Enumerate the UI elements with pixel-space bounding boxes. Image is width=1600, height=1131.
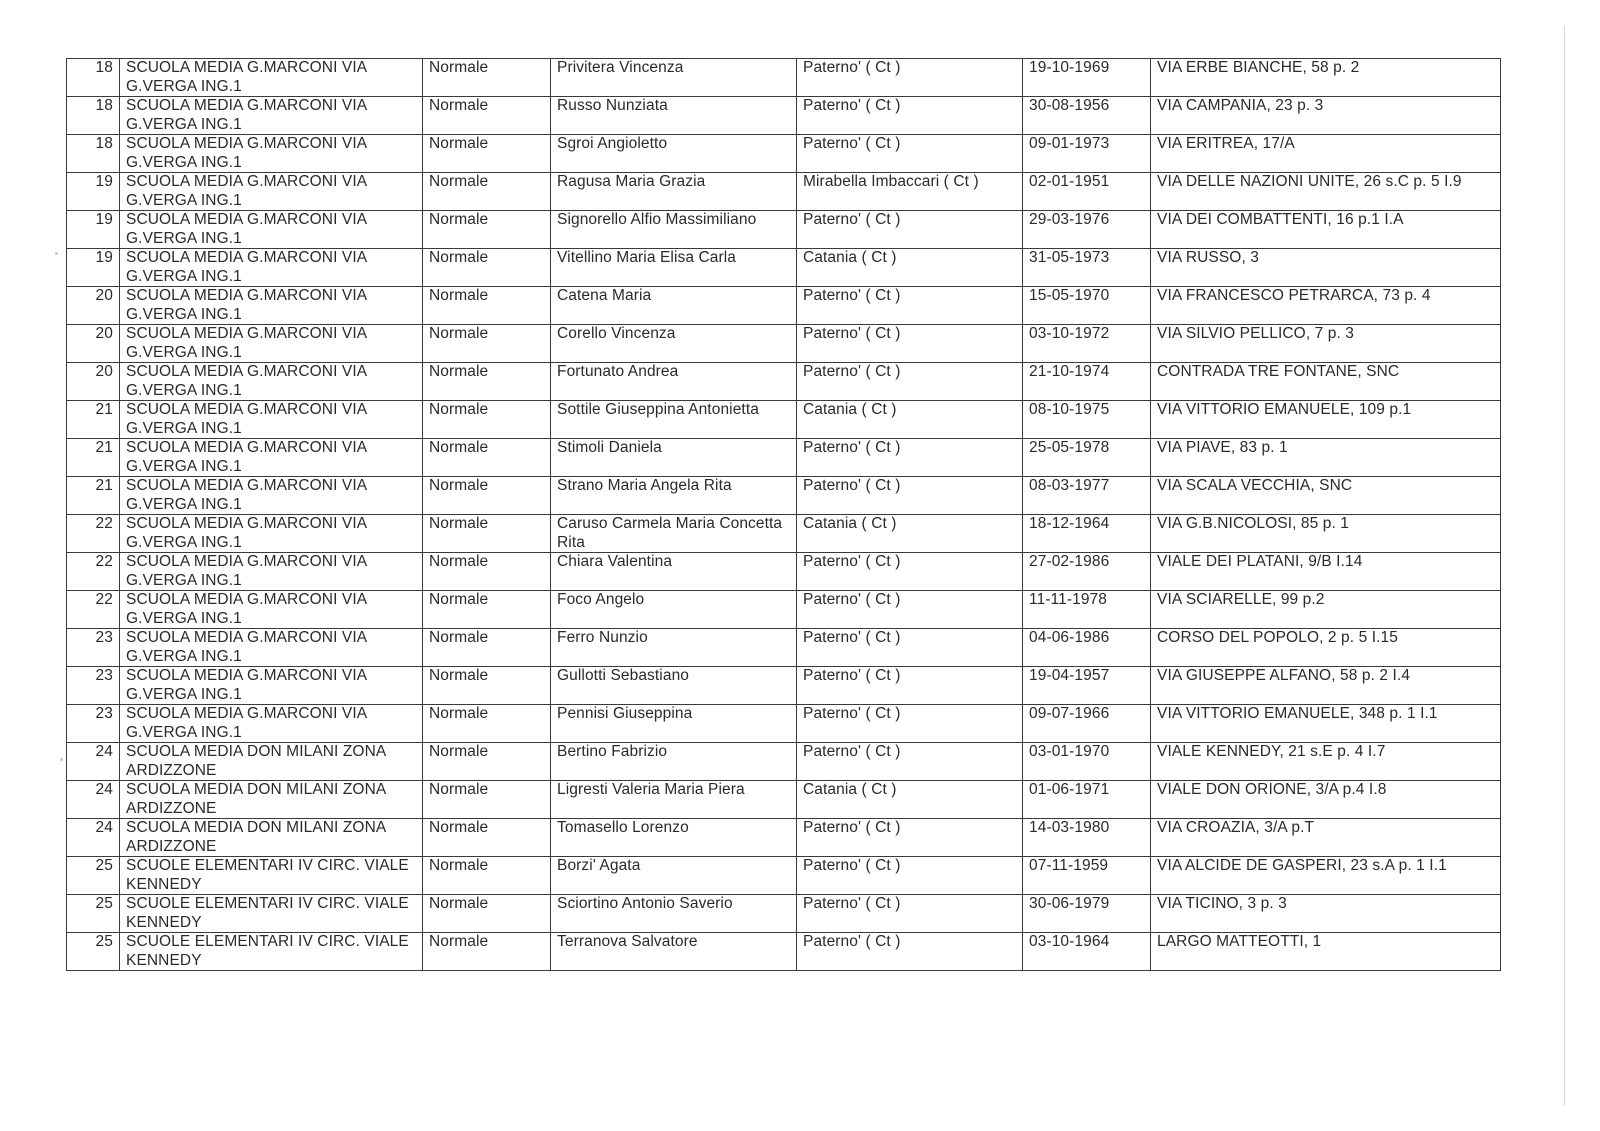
birthdate: 08-10-1975 <box>1023 401 1151 439</box>
birthdate: 15-05-1970 <box>1023 287 1151 325</box>
school-cell <box>120 363 423 401</box>
school-name-line1: SCUOLA MEDIA G.MARCONI VIA <box>126 135 368 152</box>
birthplace: Paterno' ( Ct ) <box>797 933 1023 971</box>
address: VIALE KENNEDY, 21 s.E p. 4 I.7 <box>1151 743 1501 781</box>
address: VIA VITTORIO EMANUELE, 348 p. 1 I.1 <box>1151 705 1501 743</box>
address: CONTRADA TRE FONTANE, SNC <box>1151 363 1501 401</box>
school-name-line1: SCUOLA MEDIA DON MILANI ZONA <box>126 743 387 760</box>
row-number: 20 <box>67 325 120 363</box>
birthplace: Paterno' ( Ct ) <box>797 857 1023 895</box>
school-name-line2: G.VERGA ING.1 <box>126 495 242 513</box>
school-name-line2: G.VERGA ING.1 <box>126 533 242 551</box>
table-row <box>67 287 1501 325</box>
birthplace: Paterno' ( Ct ) <box>797 553 1023 591</box>
school-name-line1: SCUOLA MEDIA G.MARCONI VIA <box>126 477 368 494</box>
school-cell <box>120 325 423 363</box>
school-cell <box>120 249 423 287</box>
table-row <box>67 781 1501 819</box>
table-row <box>67 515 1501 553</box>
assignment-type: Normale <box>423 173 551 211</box>
address: VIA TICINO, 3 p. 3 <box>1151 895 1501 933</box>
birthplace: Mirabella Imbaccari ( Ct ) <box>797 173 1023 211</box>
person-name: Sciortino Antonio Saverio <box>551 895 797 933</box>
birthplace: Paterno' ( Ct ) <box>797 591 1023 629</box>
school-name-line2: G.VERGA ING.1 <box>126 77 242 95</box>
birthdate: 01-06-1971 <box>1023 781 1151 819</box>
birthplace: Paterno' ( Ct ) <box>797 629 1023 667</box>
school-name-line2: G.VERGA ING.1 <box>126 115 242 133</box>
birthplace: Paterno' ( Ct ) <box>797 97 1023 135</box>
school-name-line1: SCUOLA MEDIA G.MARCONI VIA <box>126 287 368 304</box>
school-cell <box>120 553 423 591</box>
row-number: 18 <box>67 59 120 97</box>
row-number: 21 <box>67 439 120 477</box>
row-number: 21 <box>67 477 120 515</box>
school-cell <box>120 705 423 743</box>
person-name: Signorello Alfio Massimiliano <box>551 211 797 249</box>
address: VIA ERITREA, 17/A <box>1151 135 1501 173</box>
school-name-line1: SCUOLA MEDIA G.MARCONI VIA <box>126 591 368 608</box>
school-cell <box>120 59 423 97</box>
person-name: Privitera Vincenza <box>551 59 797 97</box>
address: VIA SILVIO PELLICO, 7 p. 3 <box>1151 325 1501 363</box>
row-number: 19 <box>67 211 120 249</box>
school-cell <box>120 743 423 781</box>
birthplace: Paterno' ( Ct ) <box>797 667 1023 705</box>
school-cell <box>120 287 423 325</box>
table-row <box>67 135 1501 173</box>
school-name-line1: SCUOLE ELEMENTARI IV CIRC. VIALE <box>126 895 409 912</box>
birthplace: Catania ( Ct ) <box>797 781 1023 819</box>
row-number: 23 <box>67 705 120 743</box>
row-number: 24 <box>67 781 120 819</box>
table-row <box>67 857 1501 895</box>
school-name-line1: SCUOLA MEDIA G.MARCONI VIA <box>126 97 368 114</box>
person-name: Vitellino Maria Elisa Carla <box>551 249 797 287</box>
row-number: 19 <box>67 249 120 287</box>
birthdate: 09-07-1966 <box>1023 705 1151 743</box>
school-name-line1: SCUOLA MEDIA G.MARCONI VIA <box>126 553 368 570</box>
birthdate: 14-03-1980 <box>1023 819 1151 857</box>
birthplace: Paterno' ( Ct ) <box>797 287 1023 325</box>
row-number: 25 <box>67 895 120 933</box>
person-name: Chiara Valentina <box>551 553 797 591</box>
school-name-line1: SCUOLA MEDIA G.MARCONI VIA <box>126 439 368 456</box>
birthdate: 21-10-1974 <box>1023 363 1151 401</box>
school-name-line1: SCUOLA MEDIA G.MARCONI VIA <box>126 325 368 342</box>
school-name-line2: G.VERGA ING.1 <box>126 305 242 323</box>
assignment-type: Normale <box>423 135 551 173</box>
assignment-type: Normale <box>423 743 551 781</box>
birthplace: Paterno' ( Ct ) <box>797 59 1023 97</box>
assignment-type: Normale <box>423 705 551 743</box>
table-row <box>67 705 1501 743</box>
assignment-type: Normale <box>423 59 551 97</box>
birthplace: Catania ( Ct ) <box>797 249 1023 287</box>
school-name-line1: SCUOLA MEDIA G.MARCONI VIA <box>126 363 368 380</box>
school-name-line2: KENNEDY <box>126 913 202 931</box>
table-row <box>67 439 1501 477</box>
school-name-line2: G.VERGA ING.1 <box>126 571 242 589</box>
address: VIA SCIARELLE, 99 p.2 <box>1151 591 1501 629</box>
school-name-line1: SCUOLA MEDIA DON MILANI ZONA <box>126 781 387 798</box>
school-name-line2: G.VERGA ING.1 <box>126 267 242 285</box>
address: VIA ERBE BIANCHE, 58 p. 2 <box>1151 59 1501 97</box>
school-cell <box>120 135 423 173</box>
school-name-line1: SCUOLE ELEMENTARI IV CIRC. VIALE <box>126 857 409 874</box>
address: VIALE DON ORIONE, 3/A p.4 I.8 <box>1151 781 1501 819</box>
person-name: Borzi' Agata <box>551 857 797 895</box>
person-name: Pennisi Giuseppina <box>551 705 797 743</box>
school-cell <box>120 477 423 515</box>
page-edge <box>1564 26 1565 1106</box>
table-row <box>67 629 1501 667</box>
birthdate: 27-02-1986 <box>1023 553 1151 591</box>
address: CORSO DEL POPOLO, 2 p. 5 I.15 <box>1151 629 1501 667</box>
birthdate: 25-05-1978 <box>1023 439 1151 477</box>
assignment-type: Normale <box>423 591 551 629</box>
school-name-line2: G.VERGA ING.1 <box>126 229 242 247</box>
birthdate: 18-12-1964 <box>1023 515 1151 553</box>
school-name-line1: SCUOLA MEDIA G.MARCONI VIA <box>126 211 368 228</box>
school-name-line2: G.VERGA ING.1 <box>126 153 242 171</box>
scan-speck <box>55 252 58 255</box>
school-name-line1: SCUOLA MEDIA G.MARCONI VIA <box>126 667 368 684</box>
address: VIA FRANCESCO PETRARCA, 73 p. 4 <box>1151 287 1501 325</box>
birthdate: 19-04-1957 <box>1023 667 1151 705</box>
school-cell <box>120 667 423 705</box>
assignment-type: Normale <box>423 287 551 325</box>
school-cell <box>120 819 423 857</box>
assignment-type: Normale <box>423 97 551 135</box>
birthplace: Paterno' ( Ct ) <box>797 705 1023 743</box>
birthplace: Catania ( Ct ) <box>797 515 1023 553</box>
school-name-line2: KENNEDY <box>126 951 202 969</box>
assignment-type: Normale <box>423 553 551 591</box>
table-body <box>67 59 1501 971</box>
address: VIA VITTORIO EMANUELE, 109 p.1 <box>1151 401 1501 439</box>
table-row <box>67 211 1501 249</box>
address: VIA PIAVE, 83 p. 1 <box>1151 439 1501 477</box>
birthplace: Catania ( Ct ) <box>797 401 1023 439</box>
table-row <box>67 325 1501 363</box>
table-row <box>67 553 1501 591</box>
table-row <box>67 819 1501 857</box>
school-name-line1: SCUOLA MEDIA G.MARCONI VIA <box>126 401 368 418</box>
assignment-type: Normale <box>423 477 551 515</box>
assignment-type: Normale <box>423 819 551 857</box>
row-number: 23 <box>67 629 120 667</box>
row-number: 24 <box>67 743 120 781</box>
birthplace: Paterno' ( Ct ) <box>797 135 1023 173</box>
school-cell <box>120 781 423 819</box>
birthplace: Paterno' ( Ct ) <box>797 895 1023 933</box>
table-row <box>67 173 1501 211</box>
table-row <box>67 895 1501 933</box>
person-name: Tomasello Lorenzo <box>551 819 797 857</box>
scan-speck <box>60 758 63 761</box>
assignment-type: Normale <box>423 933 551 971</box>
school-cell <box>120 933 423 971</box>
school-name-line1: SCUOLA MEDIA G.MARCONI VIA <box>126 249 368 266</box>
school-name-line2: G.VERGA ING.1 <box>126 609 242 627</box>
row-number: 18 <box>67 135 120 173</box>
assignment-type: Normale <box>423 667 551 705</box>
assignment-type: Normale <box>423 895 551 933</box>
school-cell <box>120 857 423 895</box>
school-name-line1: SCUOLA MEDIA G.MARCONI VIA <box>126 705 368 722</box>
person-name: Sgroi Angioletto <box>551 135 797 173</box>
school-name-line2: G.VERGA ING.1 <box>126 723 242 741</box>
assignment-type: Normale <box>423 325 551 363</box>
school-name-line2: ARDIZZONE <box>126 799 217 817</box>
birthdate: 03-01-1970 <box>1023 743 1151 781</box>
table-row <box>67 59 1501 97</box>
person-name: Caruso Carmela Maria Concetta Rita <box>551 515 797 553</box>
birthplace: Paterno' ( Ct ) <box>797 363 1023 401</box>
birthplace: Paterno' ( Ct ) <box>797 819 1023 857</box>
birthplace: Paterno' ( Ct ) <box>797 439 1023 477</box>
assignment-type: Normale <box>423 629 551 667</box>
address: LARGO MATTEOTTI, 1 <box>1151 933 1501 971</box>
birthplace: Paterno' ( Ct ) <box>797 325 1023 363</box>
birthdate: 29-03-1976 <box>1023 211 1151 249</box>
row-number: 25 <box>67 857 120 895</box>
assignment-type: Normale <box>423 249 551 287</box>
school-cell <box>120 895 423 933</box>
person-name: Foco Angelo <box>551 591 797 629</box>
birthdate: 19-10-1969 <box>1023 59 1151 97</box>
table-row <box>67 933 1501 971</box>
school-name-line1: SCUOLA MEDIA G.MARCONI VIA <box>126 173 368 190</box>
person-name: Bertino Fabrizio <box>551 743 797 781</box>
address: VIA DEI COMBATTENTI, 16 p.1 I.A <box>1151 211 1501 249</box>
person-name: Catena Maria <box>551 287 797 325</box>
person-name: Sottile Giuseppina Antonietta <box>551 401 797 439</box>
birthdate: 30-08-1956 <box>1023 97 1151 135</box>
address: VIA G.B.NICOLOSI, 85 p. 1 <box>1151 515 1501 553</box>
school-cell <box>120 401 423 439</box>
birthplace: Paterno' ( Ct ) <box>797 477 1023 515</box>
row-number: 20 <box>67 287 120 325</box>
person-name: Stimoli Daniela <box>551 439 797 477</box>
person-name: Ligresti Valeria Maria Piera <box>551 781 797 819</box>
birthplace: Paterno' ( Ct ) <box>797 743 1023 781</box>
school-cell <box>120 97 423 135</box>
assignment-type: Normale <box>423 363 551 401</box>
birthdate: 09-01-1973 <box>1023 135 1151 173</box>
school-name-line2: G.VERGA ING.1 <box>126 191 242 209</box>
person-name: Ferro Nunzio <box>551 629 797 667</box>
school-name-line1: SCUOLA MEDIA G.MARCONI VIA <box>126 629 368 646</box>
person-name: Fortunato Andrea <box>551 363 797 401</box>
address: VIA CROAZIA, 3/A p.T <box>1151 819 1501 857</box>
row-number: 19 <box>67 173 120 211</box>
school-cell <box>120 439 423 477</box>
address: VIALE DEI PLATANI, 9/B I.14 <box>1151 553 1501 591</box>
birthdate: 31-05-1973 <box>1023 249 1151 287</box>
school-name-line1: SCUOLA MEDIA G.MARCONI VIA <box>126 515 368 532</box>
row-number: 21 <box>67 401 120 439</box>
school-name-line2: KENNEDY <box>126 875 202 893</box>
birthdate: 07-11-1959 <box>1023 857 1151 895</box>
birthdate: 08-03-1977 <box>1023 477 1151 515</box>
birthdate: 03-10-1964 <box>1023 933 1151 971</box>
assignment-type: Normale <box>423 401 551 439</box>
address: VIA ALCIDE DE GASPERI, 23 s.A p. 1 I.1 <box>1151 857 1501 895</box>
school-name-line2: G.VERGA ING.1 <box>126 419 242 437</box>
school-name-line2: G.VERGA ING.1 <box>126 343 242 361</box>
person-name: Strano Maria Angela Rita <box>551 477 797 515</box>
row-number: 20 <box>67 363 120 401</box>
birthdate: 30-06-1979 <box>1023 895 1151 933</box>
birthdate: 04-06-1986 <box>1023 629 1151 667</box>
school-name-line2: G.VERGA ING.1 <box>126 381 242 399</box>
address: VIA RUSSO, 3 <box>1151 249 1501 287</box>
table-row <box>67 667 1501 705</box>
row-number: 23 <box>67 667 120 705</box>
person-name: Gullotti Sebastiano <box>551 667 797 705</box>
address: VIA GIUSEPPE ALFANO, 58 p. 2 I.4 <box>1151 667 1501 705</box>
assignment-type: Normale <box>423 857 551 895</box>
school-name-line2: ARDIZZONE <box>126 837 217 855</box>
table-row <box>67 591 1501 629</box>
table-row <box>67 363 1501 401</box>
assignment-type: Normale <box>423 781 551 819</box>
school-name-line1: SCUOLE ELEMENTARI IV CIRC. VIALE <box>126 933 409 950</box>
school-name-line2: G.VERGA ING.1 <box>126 685 242 703</box>
table-row <box>67 401 1501 439</box>
person-name: Terranova Salvatore <box>551 933 797 971</box>
birthdate: 03-10-1972 <box>1023 325 1151 363</box>
row-number: 22 <box>67 515 120 553</box>
birthplace: Paterno' ( Ct ) <box>797 211 1023 249</box>
school-name-line1: SCUOLA MEDIA G.MARCONI VIA <box>126 59 368 76</box>
address: VIA CAMPANIA, 23 p. 3 <box>1151 97 1501 135</box>
school-cell <box>120 173 423 211</box>
address: VIA DELLE NAZIONI UNITE, 26 s.C p. 5 I.9 <box>1151 173 1501 211</box>
row-number: 22 <box>67 553 120 591</box>
row-number: 24 <box>67 819 120 857</box>
school-name-line2: G.VERGA ING.1 <box>126 647 242 665</box>
row-number: 25 <box>67 933 120 971</box>
assignment-type: Normale <box>423 211 551 249</box>
school-cell <box>120 591 423 629</box>
row-number: 22 <box>67 591 120 629</box>
assignment-table <box>66 58 1501 971</box>
table-row <box>67 249 1501 287</box>
row-number: 18 <box>67 97 120 135</box>
table-row <box>67 743 1501 781</box>
table-row <box>67 477 1501 515</box>
person-name: Corello Vincenza <box>551 325 797 363</box>
assignment-type: Normale <box>423 439 551 477</box>
address: VIA SCALA VECCHIA, SNC <box>1151 477 1501 515</box>
person-name: Russo Nunziata <box>551 97 797 135</box>
school-cell <box>120 629 423 667</box>
person-name: Ragusa Maria Grazia <box>551 173 797 211</box>
assignment-type: Normale <box>423 515 551 553</box>
school-name-line2: G.VERGA ING.1 <box>126 457 242 475</box>
table-row <box>67 97 1501 135</box>
school-cell <box>120 211 423 249</box>
birthdate: 11-11-1978 <box>1023 591 1151 629</box>
school-name-line1: SCUOLA MEDIA DON MILANI ZONA <box>126 819 387 836</box>
school-name-line2: ARDIZZONE <box>126 761 217 779</box>
birthdate: 02-01-1951 <box>1023 173 1151 211</box>
school-cell <box>120 515 423 553</box>
